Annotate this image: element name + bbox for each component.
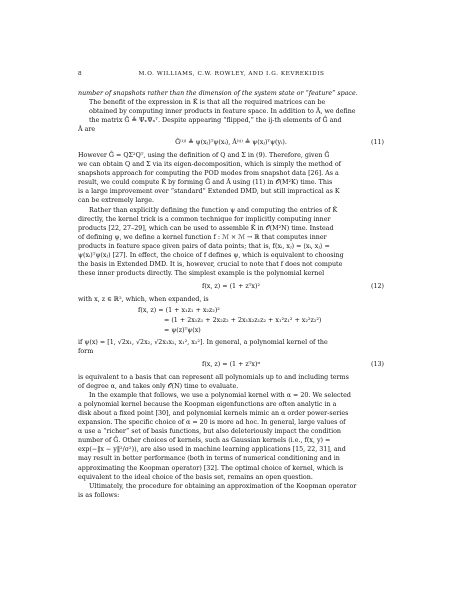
text-line: can be extremely large.: [78, 197, 155, 205]
text-line: snapshots approach for computing the POD modes from snapshot data [26]. As a: [78, 170, 339, 178]
text-line: the basis in Extended DMD. It is, however, crucial to note that f does not compute: [78, 260, 343, 268]
text-line: products in feature space given pairs of data points; that is, f(xᵢ, xⱼ) = ⟨xᵢ, xⱼ⟩ =: [78, 242, 330, 250]
text-line: of defining ψ, we define a kernel function f : ℳ × ℳ → ℝ that computes inner: [78, 233, 327, 241]
text-line: if ψ(x) = [1, √2x₁, √2x₂, √2x₁x₂, x₁², x₂²]. In general, a polynomial kernel of the: [78, 338, 328, 346]
text-line: However Ĝ = QΣ²Qᵀ, using the definition of Q and Σ in (9). Therefore, given Ĝ: [78, 152, 330, 160]
equation-body: f(x, z) = (1 + zᵀx)ᵅ: [201, 361, 261, 369]
paragraph-equivalence: [78, 373, 384, 391]
text-line: expansion. The specific choice of α = 20 is more ad hoc. In general, large values of: [78, 419, 346, 427]
text-line: is a large improvement over “standard” Extended DMD, but still impractical as K: [78, 188, 340, 196]
equation-13: [78, 358, 384, 372]
running-header: [78, 70, 385, 80]
text-line: is equivalent to a basis that can represent all polynomials up to and including terms: [78, 374, 349, 382]
text-line: number of Ĝ. Other choices of kernels, such as Gaussian kernels (i.e., f(x, y) =: [78, 437, 331, 445]
text-line: Rather than explicitly defining the function ψ and computing the entries of K̂: [89, 206, 338, 214]
text-line: exp(−‖x − y‖²/σ²)), are also used in machine learning applications [15, 22, 31], and: [78, 446, 346, 454]
paragraph-kernel-trick: [78, 206, 384, 278]
paragraph-snapshots: [78, 151, 384, 205]
equation-line: f(x, z) = (1 + x₁z₁ + x₂z₂)²: [138, 306, 220, 314]
equation-body: Ĝ⁽ⁱʲ⁾ ≜ ψ(xⱼ)ᵀψ(xᵢ), Â⁽ⁱʲ⁾ ≜ ψ(xⱼ)ᵀψ(yᵢ).: [175, 139, 287, 147]
equation-line: = ψ(z)ᵀψ(x): [164, 326, 201, 334]
equation-expansion: [138, 306, 384, 336]
text-line: form: [78, 347, 94, 355]
text-line: α use a “richer” set of basis functions, but also deleteriously impact the condition: [78, 428, 342, 436]
equation-number: (13): [370, 361, 384, 369]
text-line: disk about a fixed point [30], and polynomial kernels mimic an α order power-series: [78, 410, 349, 418]
running-head: M.O. WILLIAMS, C.W. ROWLEY, AND I.G. KEVREKIDIS: [138, 71, 325, 77]
text-line: approximating the Koopman operator) [32]. The optimal choice of kernel, which is: [78, 464, 344, 472]
text-line: equivalent to the ideal choice of the basis set, remains an open question.: [78, 473, 313, 481]
equation-number: (11): [370, 139, 384, 147]
equation-12: [78, 280, 384, 294]
text-line: ψ(xᵢ)ᵀψ(xⱼ) [27]. In effect, the choice of f defines ψ, which is equivalent to choosing: [78, 251, 344, 259]
equation-body: f(x, z) = (1 + zᵀx)²: [201, 282, 261, 290]
paragraph-basis: [78, 338, 384, 356]
text-line: directly, the kernel trick is a common technique for implicitly computing inner: [78, 215, 331, 223]
page-number: 8: [78, 71, 83, 77]
text-line: The benefit of the expression in K̂ is that all the required matrices can be: [89, 99, 326, 107]
text-line: is as follows:: [78, 491, 120, 499]
paragraph-intro: [78, 89, 384, 98]
text-line: may result in better performance (both in terms of numerical conditioning and in: [78, 455, 340, 463]
text-line: a polynomial kernel because the Koopman eigenfunctions are often analytic in a: [78, 401, 337, 409]
text-line: with x, z ∈ ℝ², which, when expanded, is: [78, 295, 209, 303]
text-line: In the example that follows, we use a polynomial kernel with α = 20. We selected: [89, 392, 351, 400]
text-line: Ultimately, the procedure for obtaining an approximation of the Koopman operator: [89, 482, 357, 490]
paragraph-procedure: [78, 482, 384, 500]
paragraph-benefit: [78, 98, 384, 134]
text-line: Â are: [78, 126, 96, 134]
text-line: these inner products directly. The simplest example is the polynomial kernel: [78, 269, 325, 277]
main-text: [78, 89, 384, 500]
text-line: the matrix Ĝ ≜ ΨₓΨₓᵀ. Despite appearing “flipped,” the ij-th elements of Ĝ and: [89, 117, 342, 125]
text-line: result, we could compute K̂ by forming Ĝ and Â using (11) in 𝒪(M²K) time. This: [78, 179, 333, 187]
paragraph-example: [78, 391, 384, 481]
text-line: we can obtain Q and Σ via its eigen-decomposition, which is simply the method of: [78, 161, 341, 169]
equation-11: [78, 136, 384, 150]
text-line: obtained by computing inner products in feature space. In addition to Â, we define: [89, 108, 356, 116]
text-line: of degree α, and takes only 𝒪(N) time to evaluate.: [78, 383, 239, 391]
paragraph-expansion: [78, 295, 384, 304]
text-line: products [22, 27–29], which can be used to assemble K̂ in 𝒪(M²N) time. Instead: [78, 224, 334, 232]
equation-number: (12): [370, 282, 384, 290]
paragraph-intro-text: number of snapshots rather than the dimension of the system state or “feature” space.: [78, 90, 358, 97]
equation-line: = (1 + 2x₁z₁ + 2x₂z₂ + 2x₁x₂z₁z₂ + x₁²z₁² + x₂²z₂²): [164, 316, 322, 324]
